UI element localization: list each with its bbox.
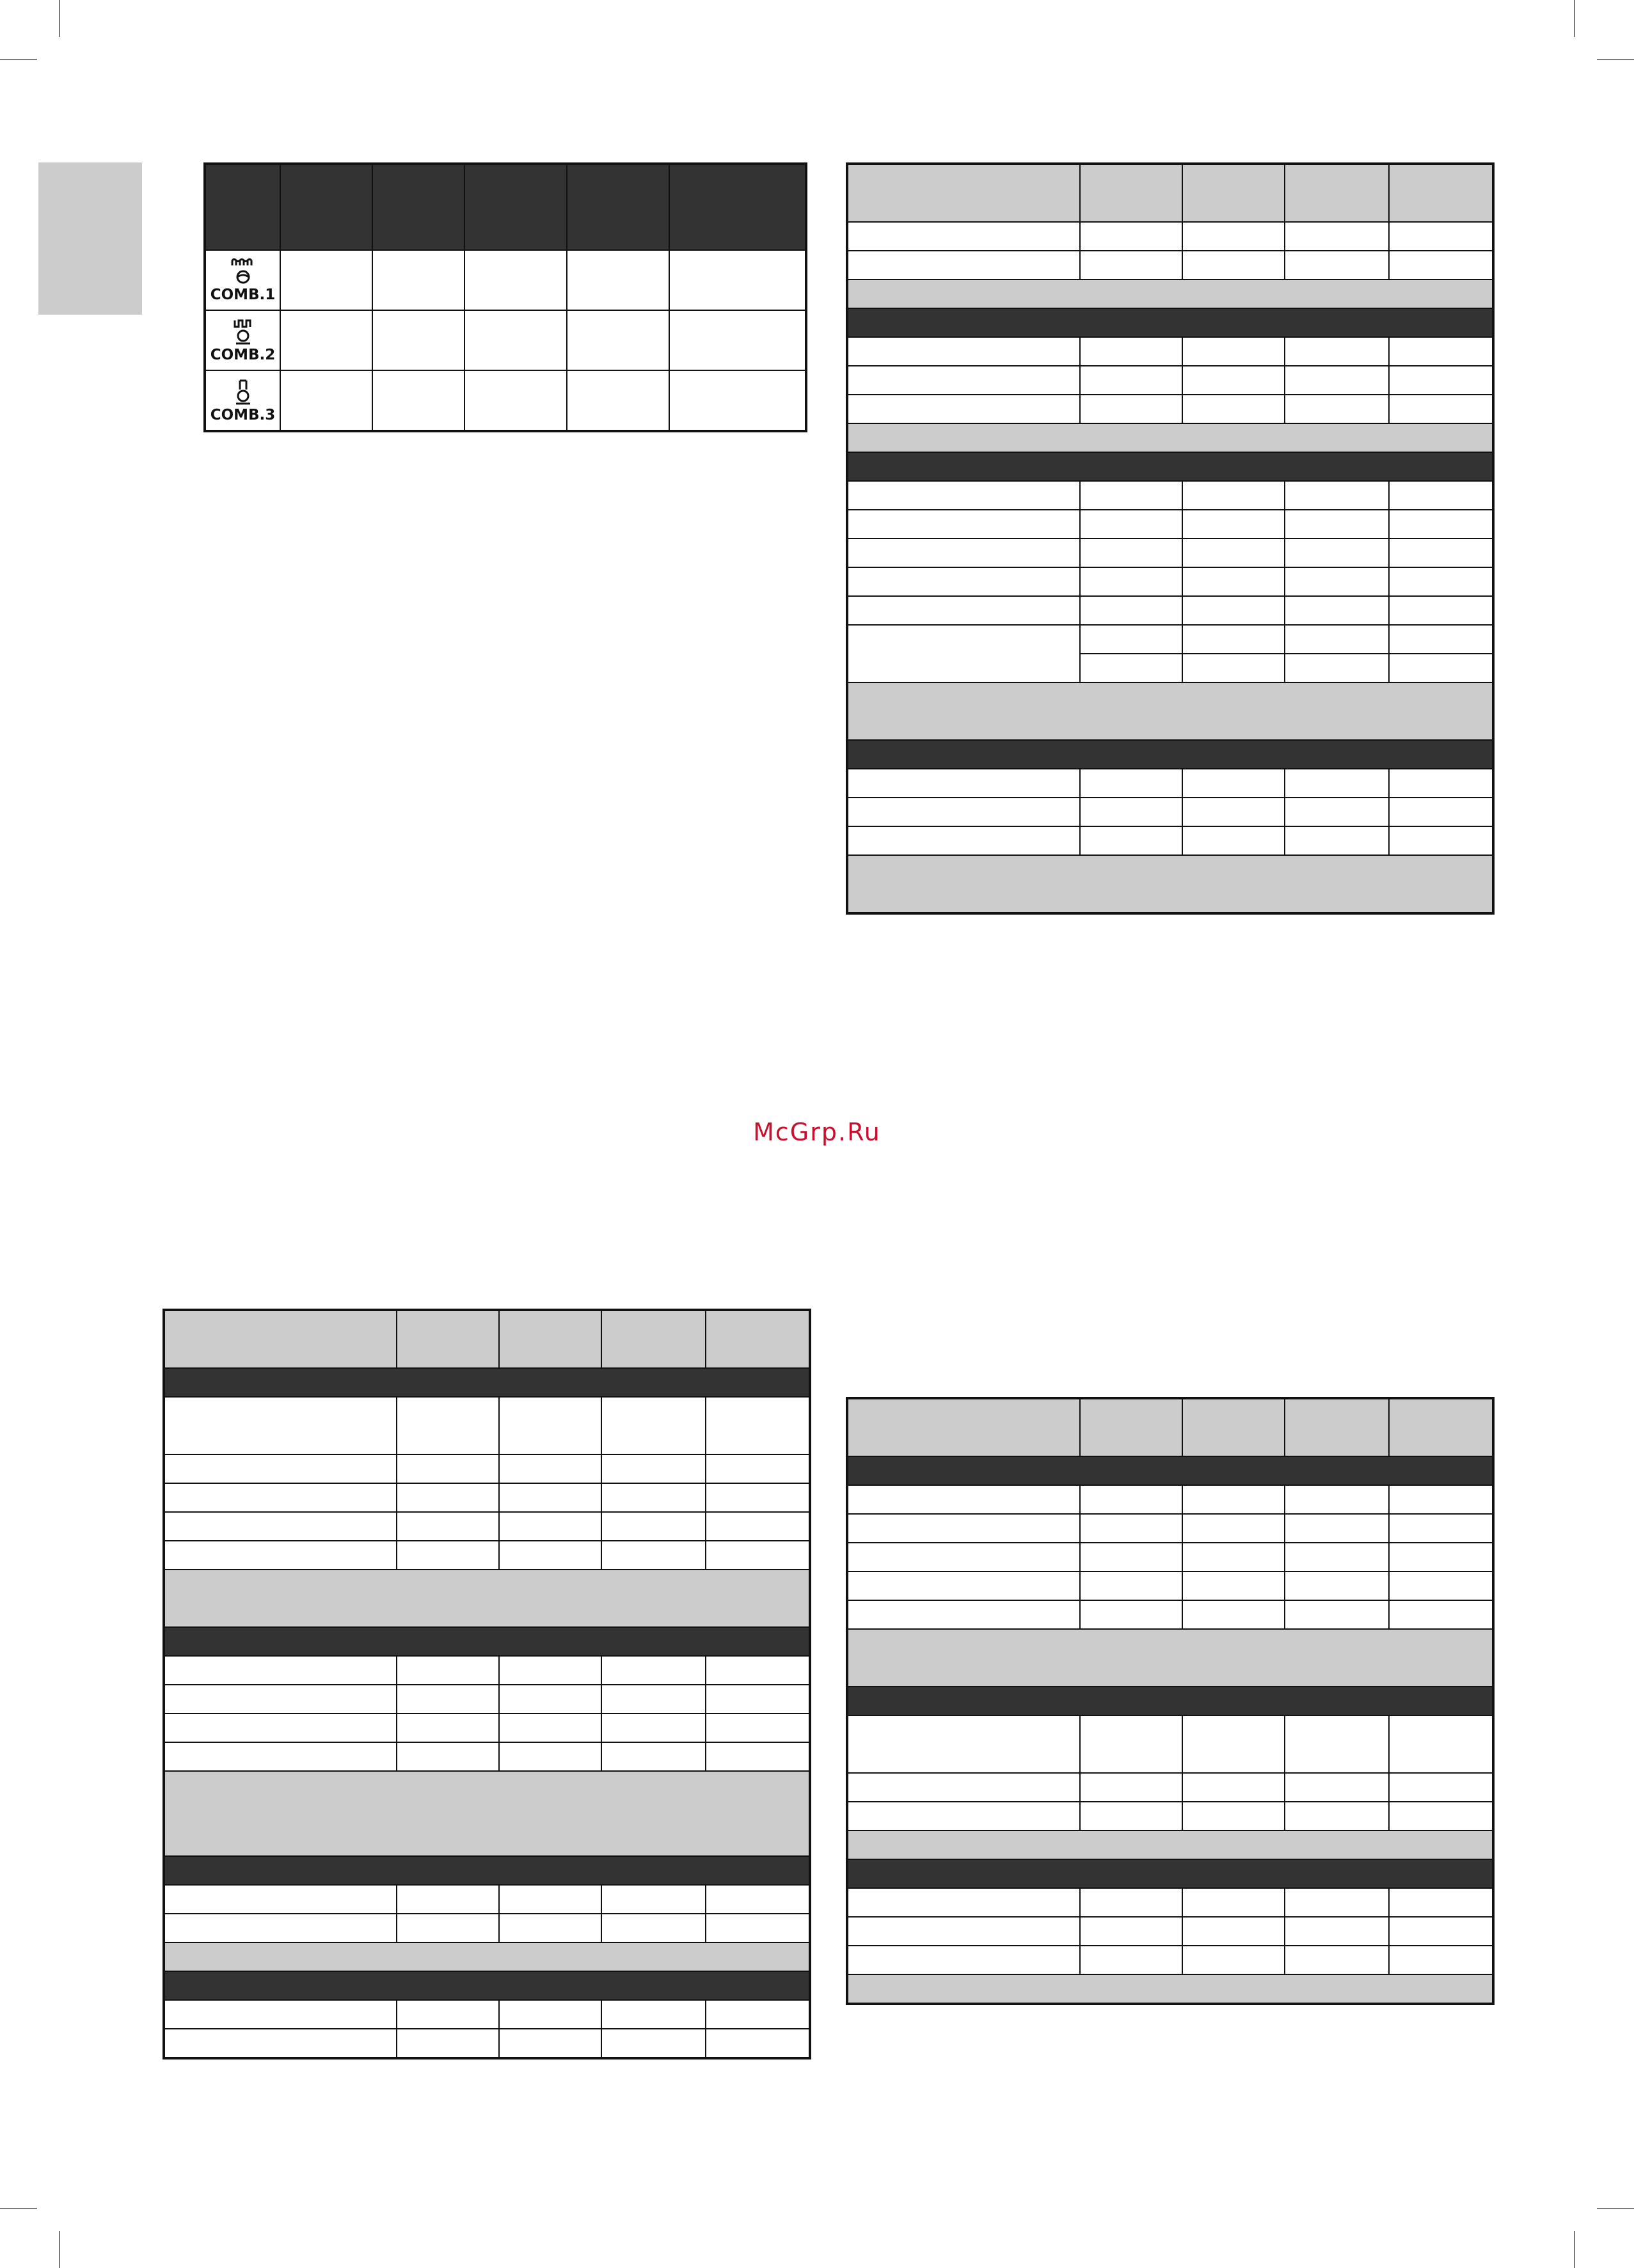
table-section-row [847,1859,1493,1888]
table-row [847,798,1493,826]
comb-table [203,162,807,432]
table-row [847,1802,1493,1831]
table-row [164,1885,810,1914]
table-note-row [847,423,1493,452]
crop-mark [1597,59,1634,60]
table-note-row [847,1629,1493,1687]
grill-fan-icon [228,258,258,286]
table-row [847,1715,1493,1773]
table-row [847,222,1493,251]
table-row [847,481,1493,510]
table-row [847,366,1493,395]
table-row [164,1656,810,1685]
crop-mark [1574,0,1575,37]
cooking-table-top-right [846,162,1495,915]
comb-table-row [205,370,806,431]
table-section-row [847,452,1493,481]
fan-bottom-heat-icon [228,378,258,406]
table-row [847,1600,1493,1629]
table-row [847,251,1493,280]
table-row [847,1543,1493,1571]
table-section-row [847,1456,1493,1485]
table-note-row [164,1570,810,1627]
table-row [847,337,1493,366]
table-note-row [847,1831,1493,1859]
table-row [164,1914,810,1942]
crop-mark [1597,2208,1634,2209]
table-note-row [847,280,1493,308]
table-row [847,567,1493,596]
table-row [164,1483,810,1512]
crop-mark [0,2208,37,2209]
table-note-row [164,1942,810,1971]
table-row [847,1917,1493,1946]
table-note-row [164,1771,810,1856]
table-row [847,596,1493,625]
table-section-row [164,1971,810,2000]
table-row [164,1397,810,1454]
table-row [164,1454,810,1483]
table-row [847,1485,1493,1514]
table-section-row [164,1627,810,1656]
table-section-row [847,1687,1493,1715]
table-note-row [847,855,1493,913]
language-tab [38,162,142,315]
comb-table-row [205,310,806,370]
comb-table-header [205,164,806,250]
watermark: McGrp.Ru [753,1118,881,1146]
table-row [847,1888,1493,1917]
table-row [847,1514,1493,1543]
crop-mark [0,59,37,60]
crop-mark [59,2231,60,2268]
table-row [847,395,1493,423]
crop-mark [1574,2231,1575,2268]
table-note-row [847,1974,1493,2004]
comb-label: COMB.2 [210,347,276,363]
table-section-row [847,308,1493,337]
table-row [847,1571,1493,1600]
table-header [164,1310,810,1368]
table-row [164,1685,810,1713]
table-section-row [847,740,1493,769]
comb-table-row [205,250,806,310]
table-row [164,1512,810,1541]
table-row [164,2029,810,2058]
table-row [164,2000,810,2029]
table-row [847,539,1493,567]
grill-fan-bottom-icon [228,318,258,346]
comb-label: COMB.1 [210,287,276,303]
table-row [164,1713,810,1742]
table-row [847,510,1493,539]
table-row [847,1946,1493,1974]
table-row [164,1742,810,1771]
cooking-table-bottom-right [846,1397,1495,2005]
cooking-table-bottom-left [163,1309,811,2059]
table-note-row [847,682,1493,740]
table-section-row [164,1368,810,1397]
table-row [847,1773,1493,1802]
crop-mark [59,0,60,37]
table-row [847,826,1493,855]
table-header [847,164,1493,222]
table-row [847,769,1493,798]
table-row [847,625,1493,654]
table-section-row [164,1856,810,1885]
table-header [847,1398,1493,1456]
comb-label: COMB.3 [210,407,276,423]
table-row [164,1541,810,1570]
